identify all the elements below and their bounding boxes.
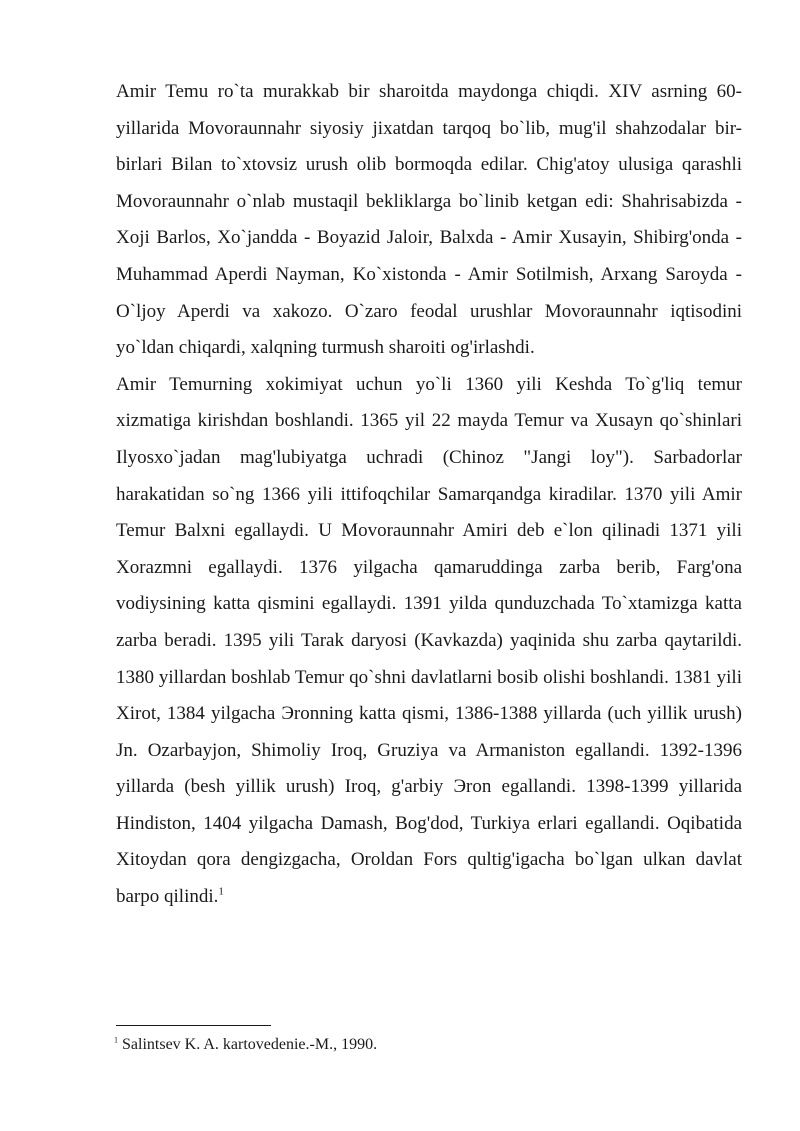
footnote (114, 1034, 740, 1056)
footnote-text: Salintsev K. A. kartovedenie.-M., 1990. (118, 1036, 378, 1053)
footnote-separator (116, 1025, 271, 1026)
paragraph-2 (116, 367, 742, 916)
paragraph-2-text: Amir Temurning xokimiyat uchun yo`li 1360 yili Keshda To`g'liq temur xizmatiga kirishdan boshlandi. 1365 yil 22 mayda Temur va Xusayn qo`shinlari Ilyosxo`jadan mag'lubiyatga uchradi (Chinoz "Jangi loy"). Sarbadorlar harakatidan so`ng 1366 yili ittifoqchilar Samarqandga kiradilar. 1370 yili Amir Temur Balxni egallaydi. U Movoraunnahr Amiri deb e`lon qilinadi 1371 yili Xorazmni egallaydi. 1376 yilgacha qamaruddinga zarba berib, Farg'ona vodiysining katta qismini egallaydi. 1391 yilda qunduzchada To`xtamizga katta zarba beradi. 1395 yili Tarak daryosi (Kavkazda) yaqinida shu zarba qaytarildi. 1380 yillardan boshlab Temur qo`shni davlatlarni bosib olishi boshlandi. 1381 yili Xirot, 1384 yilgacha Эronning katta qismi, 1386-1388 yillarda (uch yillik urush) Jn. Ozarbayjon, Shimoliy Iroq, Gruziya va Armaniston egallandi. 1392-1396 yillarda (besh yillik urush) Iroq, g'arbiy Эron egallandi. 1398-1399 yillarida Hindiston, 1404 yilgacha Damash, Bog'dod, Turkiya erlari egallandi. Oqibatida Xitoydan qora dengizgacha, Oroldan Fors qultig'igacha bo`lgan ulkan davlat barpo qilindi. (116, 373, 742, 908)
footnote-reference[interactable]: 1 (218, 885, 224, 898)
footnote-mark: 1 (114, 1035, 118, 1045)
body-text (116, 74, 742, 916)
paragraph-1: Amir Temu ro`ta murakkab bir sharoitda maydonga chiqdi. XIV asrning 60-yillarida Movoraunnahr siyosiy jixatdan tarqoq bo`lib, mug'il shahzodalar bir-birlari Bilan to`xtovsiz urush olib bormoqda edilar. Chig'atoy ulusiga qarashli Movoraunnahr o`nlab mustaqil bekliklarga bo`linib ketgan edi: Shahrisabizda - Xoji Barlos, Xo`jandda - Boyazid Jaloir, Balxda - Amir Xusayin, Shibirg'onda - Muhammad Aperdi Nayman, Ko`xistonda - Amir Sotilmish, Arxang Saroyda - O`ljoy Aperdi va xakozo. O`zaro feodal urushlar Movoraunnahr iqtisodini yo`ldan chiqardi, xalqning turmush sharoiti og'irlashdi. (116, 81, 742, 359)
